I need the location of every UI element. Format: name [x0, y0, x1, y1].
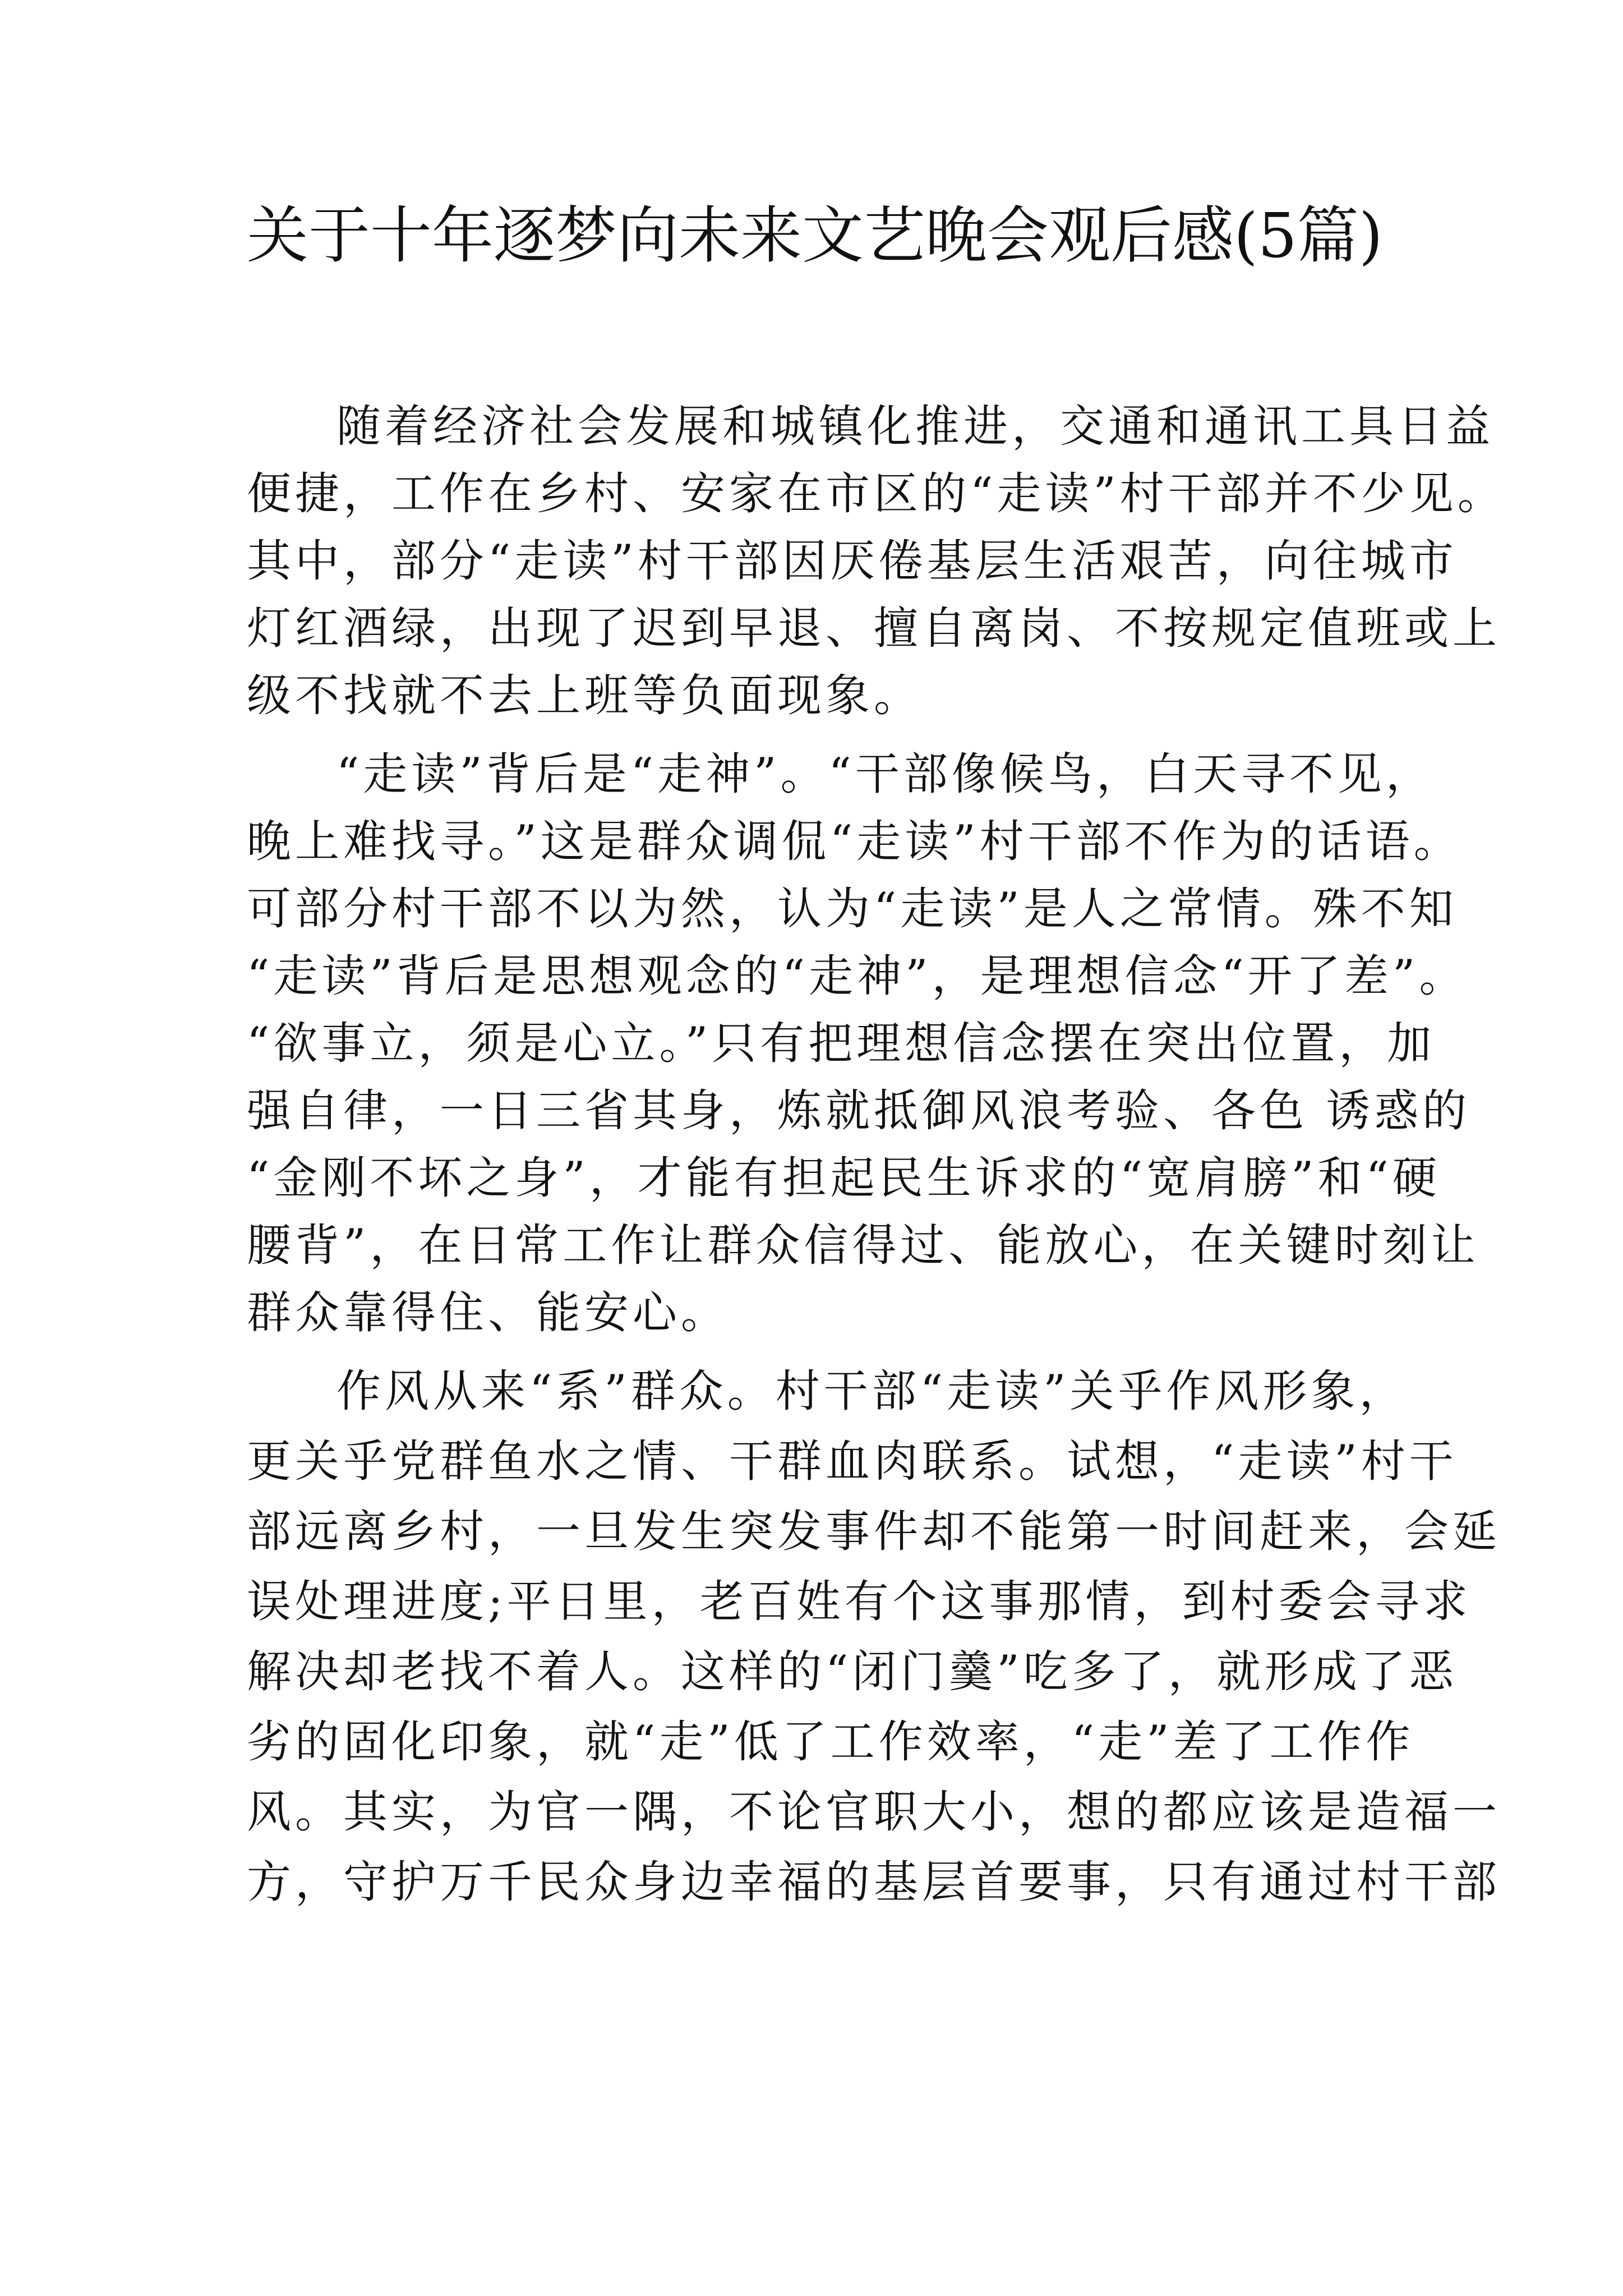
paragraph-3-line-6: 劣的固化印象，就“走”低了工作效率，“走”差了工作作 — [247, 1716, 1414, 1768]
paragraph-3-line-1: 作风从来“系”群众。村干部“走读”关乎作风形象， — [336, 1365, 1408, 1417]
paragraph-2-line-8: 腰背”，在日常工作让群众信得过、能放心，在关键时刻让 — [247, 1220, 1479, 1271]
paragraph-1-line-3: 其中，部分“走读”村干部因厌倦基层生活艰苦，向往城市 — [247, 535, 1458, 587]
paragraph-2-line-1: “走读”背后是“走神”。“干部像候鸟，白天寻不见， — [336, 748, 1434, 800]
paragraph-3-line-4: 误处理进度;平日里，老百姓有个这事那情，到村委会寻求 — [247, 1576, 1472, 1627]
paragraph-2-line-5: “欲事立，须是心立。”只有把理想信念摆在突出位置，加 — [247, 1018, 1436, 1069]
paragraph-1-line-4: 灯红酒绿，出现了迟到早退、擅自离岗、不按规定值班或上 — [247, 602, 1501, 654]
document-title: 关于十年逐梦向未来文艺晚会观后感(5篇) — [247, 200, 1383, 272]
paragraph-3-line-2: 更关乎党群鱼水之情、干群血肉联系。试想，“走读”村干 — [247, 1435, 1458, 1487]
paragraph-1-line-5: 级不找就不去上班等负面现象。 — [247, 670, 922, 721]
paragraph-2-line-9: 群众靠得住、能安心。 — [247, 1287, 729, 1338]
paragraph-2-line-7: “金刚不坏之身”，才能有担起民生诉求的“宽肩膀”和“硬 — [247, 1152, 1441, 1204]
paragraph-3-line-7: 风。其实，为官一隅，不论官职大小，想的都应该是造福一 — [247, 1786, 1501, 1838]
paragraph-3-line-8: 方，守护万千民众身边幸福的基层首要事，只有通过村干部 — [247, 1856, 1501, 1908]
paragraph-2-line-4: “走读”背后是思想观念的“走神”，是理想信念“开了差”。 — [247, 950, 1468, 1002]
paragraph-2-line-6: 强自律，一日三省其身，炼就抵御风浪考验、各色 诱惑的 — [247, 1085, 1471, 1137]
paragraph-3-line-3: 部远离乡村，一旦发生突发事件却不能第一时间赶来，会延 — [247, 1506, 1501, 1557]
paragraph-3-line-5: 解决却老找不着人。这样的“闭门羹”吃多了，就形成了恶 — [247, 1646, 1458, 1697]
paragraph-1-line-2: 便捷，工作在乡村、安家在市区的“走读”村干部并不少见。 — [247, 468, 1506, 519]
paragraph-2-line-3: 可部分村干部不以为然，认为“走读”是人之常情。殊不知 — [247, 883, 1458, 935]
paragraph-1-line-1: 随着经济社会发展和城镇化推进，交通和通讯工具日益 — [336, 401, 1494, 452]
paragraph-2-line-2: 晚上难找寻。”这是群众调侃“走读”村干部不作为的话语。 — [247, 816, 1462, 867]
